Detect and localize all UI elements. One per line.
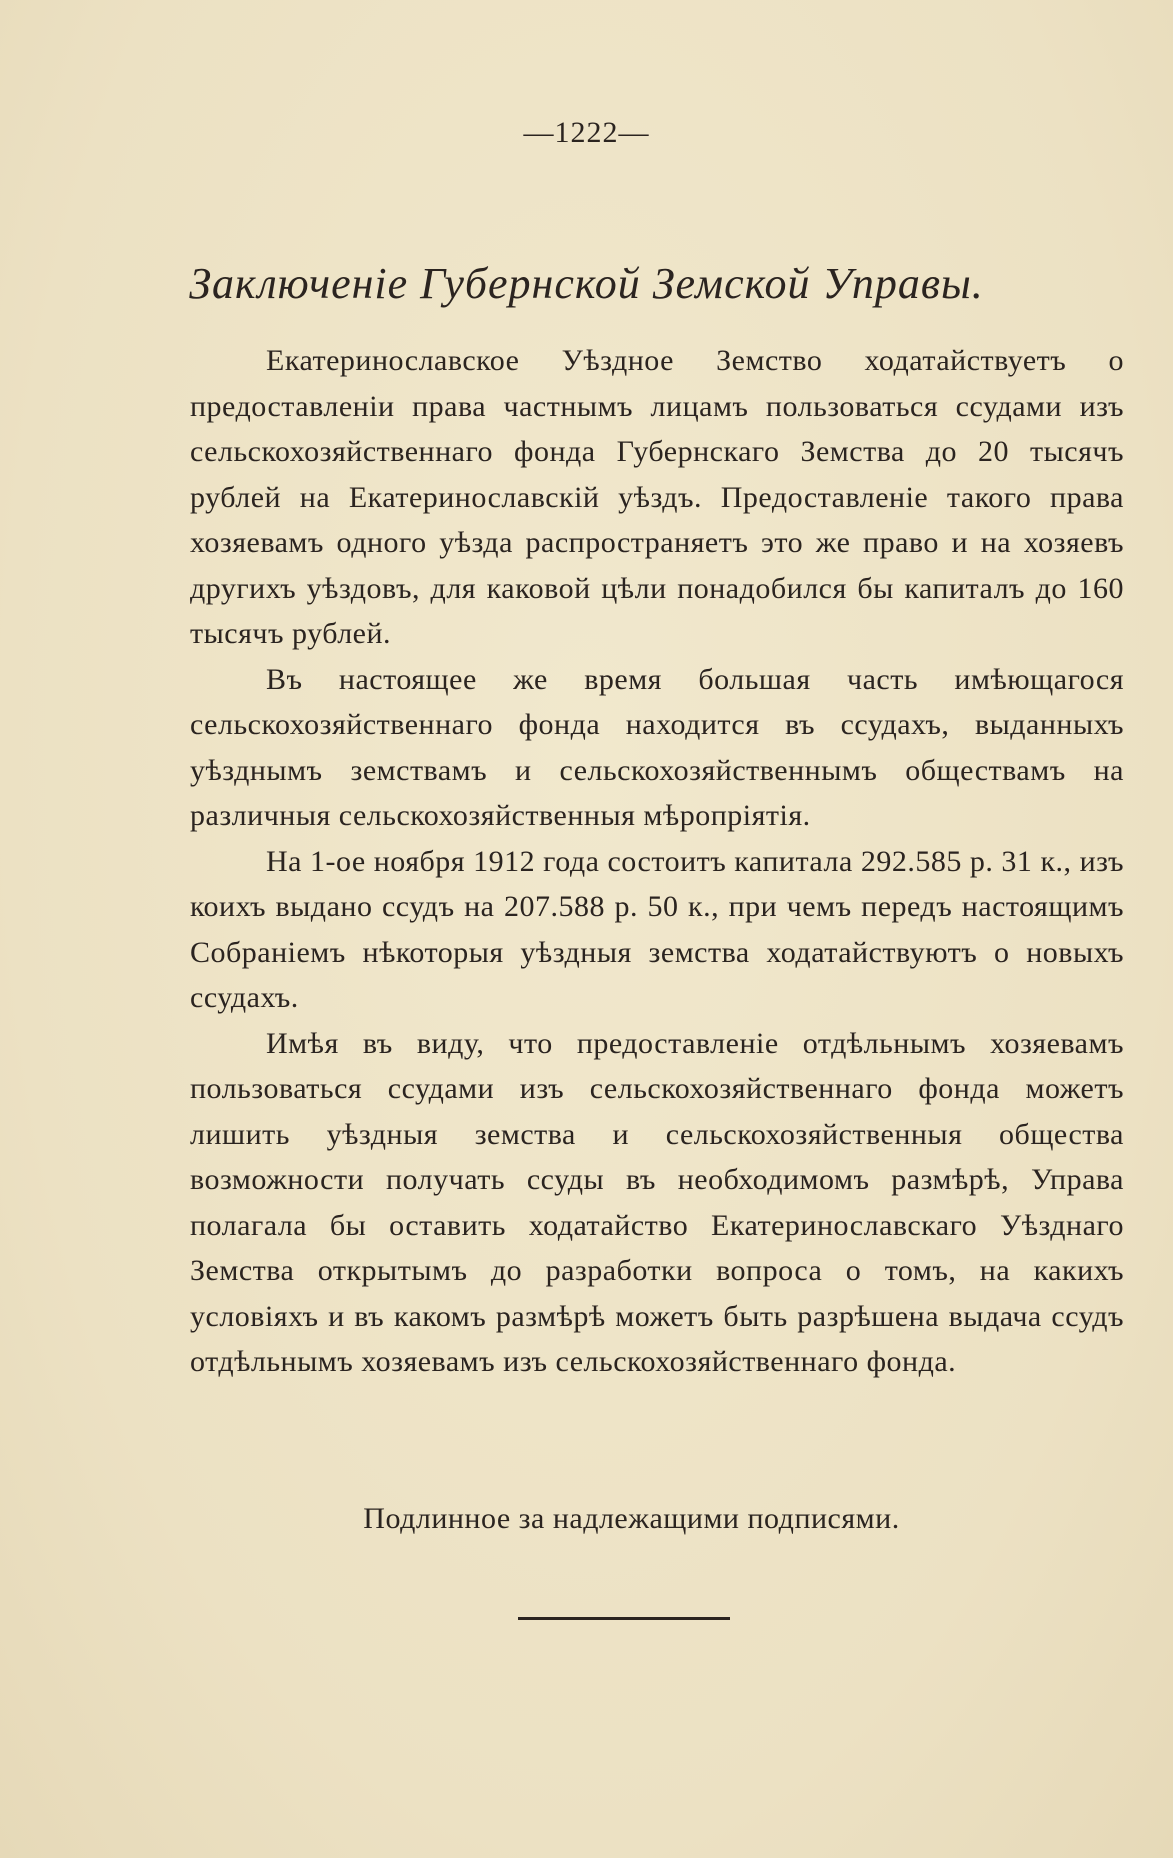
paragraph-3: На 1-ое ноября 1912 года состоитъ капитала 292.585 р. 31 к., изъ коихъ выдано ссудъ на 207.588 р. 50 к., при чемъ передъ настоящимъ Собраніемъ нѣкоторыя уѣздныя земства ходатайствуютъ о новыхъ ссудахъ. — [190, 844, 1124, 1014]
closing-rule — [518, 1617, 730, 1620]
body-text — [190, 338, 1124, 1385]
page-number: —1222— — [523, 116, 650, 149]
paragraph-4: Имѣя въ виду, что предоставленіе отдѣльнымъ хозяевамъ пользоваться ссудами изъ сельскохозяйственнаго фонда можетъ лишить уѣздныя земства и сельскохозяйственныя общества возможности получать ссуды въ необходимомъ размѣрѣ, Управа полагала бы оставить ходатайство Екатеринославскаго Уѣзднаго Земства открытымъ до разработки вопроса о томъ, на какихъ условіяхъ и въ какомъ размѣрѣ можетъ быть разрѣшена выдача ссудъ отдѣльнымъ хозяевамъ изъ сельскохозяйственнаго фонда. — [190, 1026, 1124, 1378]
signature-line: Подлинное за надлежащими подписями. — [363, 1502, 900, 1535]
section-heading: Заключеніе Губернской Земской Управы. — [189, 259, 984, 308]
paragraph-1: Екатеринославское Уѣздное Земство ходатайствуетъ о предоставленіи права частнымъ лицамъ пользоваться ссудами изъ сельскохозяйственнаго фонда Губернскаго Земства до 20 тысячъ рублей на Екатеринославскій уѣздъ. Предоставленіе такого права хозяевамъ одного уѣзда распространяетъ это же право и на хозяевъ другихъ уѣздовъ, для каковой цѣли понадобился бы капиталъ до 160 тысячъ рублей. — [190, 344, 1124, 650]
paragraph-2: Въ настоящее же время большая часть имѣющагося сельскохозяйственнаго фонда находится въ ссудахъ, выданныхъ уѣзднымъ земствамъ и сельскохозяйственнымъ обществамъ на различныя сельскохозяйственныя мѣропріятія. — [190, 662, 1124, 832]
